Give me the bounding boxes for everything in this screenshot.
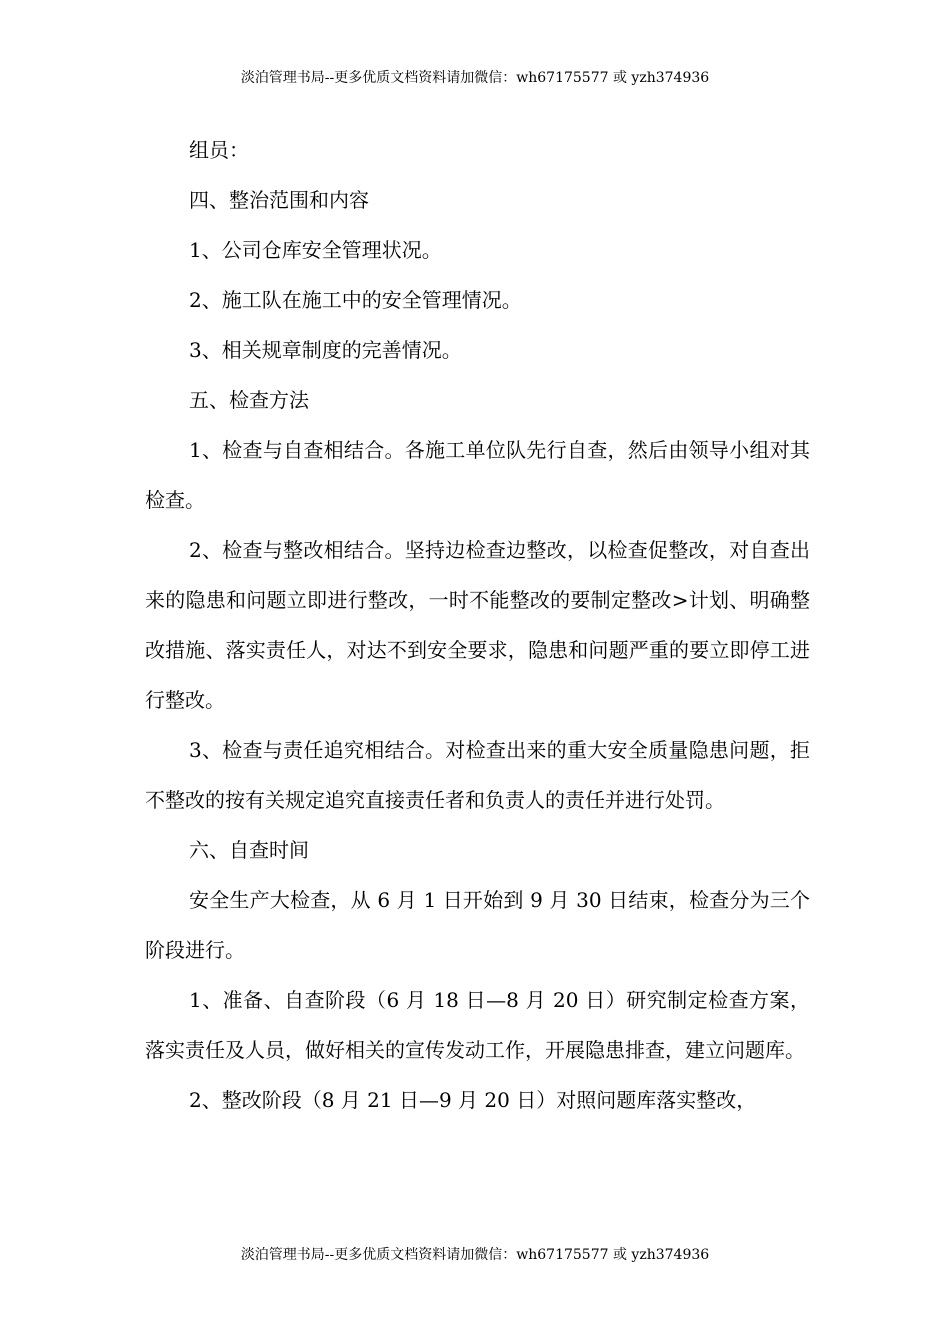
page-footer: 淡泊管理书局--更多优质文档资料请加微信：wh67175577 或 yzh374936 bbox=[240, 1247, 710, 1263]
paragraph-method-item-2: 2、检查与整改相结合。坚持边检查边整改，以检查促整改，对自查出来的隐患和问题立即进行整改，一时不能整改的要制定整改>计划、明确整改措施、落实责任人，对达不到安全要求，隐患和问题严重的要立即停工进行整改。 bbox=[145, 538, 810, 712]
paragraph-scope-item-3: 3、相关规章制度的完善情况。 bbox=[189, 338, 462, 362]
heading-inspection-method: 五、检查方法 bbox=[189, 388, 309, 412]
paragraph-method-item-1: 1、检查与自查相结合。各施工单位队先行自查，然后由领导小组对其检查。 bbox=[145, 438, 810, 512]
paragraph-schedule-overview: 安全生产大检查，从 6 月 1 日开始到 9 月 30 日结束，检查分为三个阶段进行。 bbox=[145, 888, 810, 962]
paragraph-scope-item-2: 2、施工队在施工中的安全管理情况。 bbox=[189, 288, 522, 312]
paragraph-phase-2: 2、整改阶段（8 月 21 日—9 月 20 日）对照问题库落实整改， bbox=[189, 1088, 757, 1112]
heading-self-inspection-time: 六、自查时间 bbox=[189, 838, 309, 862]
paragraph-scope-item-1: 1、公司仓库安全管理状况。 bbox=[189, 238, 442, 262]
paragraph-members: 组员： bbox=[189, 138, 249, 162]
document-body bbox=[145, 125, 810, 1125]
paragraph-method-item-3: 3、检查与责任追究相结合。对检查出来的重大安全质量隐患问题，拒不整改的按有关规定追究直接责任者和负责人的责任并进行处罚。 bbox=[145, 738, 810, 812]
page-header: 淡泊管理书局--更多优质文档资料请加微信：wh67175577 或 yzh374936 bbox=[240, 70, 710, 86]
paragraph-phase-1: 1、准备、自查阶段（6 月 18 日—8 月 20 日）研究制定检查方案，落实责任及人员，做好相关的宣传发动工作，开展隐患排查，建立问题库。 bbox=[145, 988, 810, 1062]
heading-scope-and-content: 四、整治范围和内容 bbox=[189, 188, 369, 212]
